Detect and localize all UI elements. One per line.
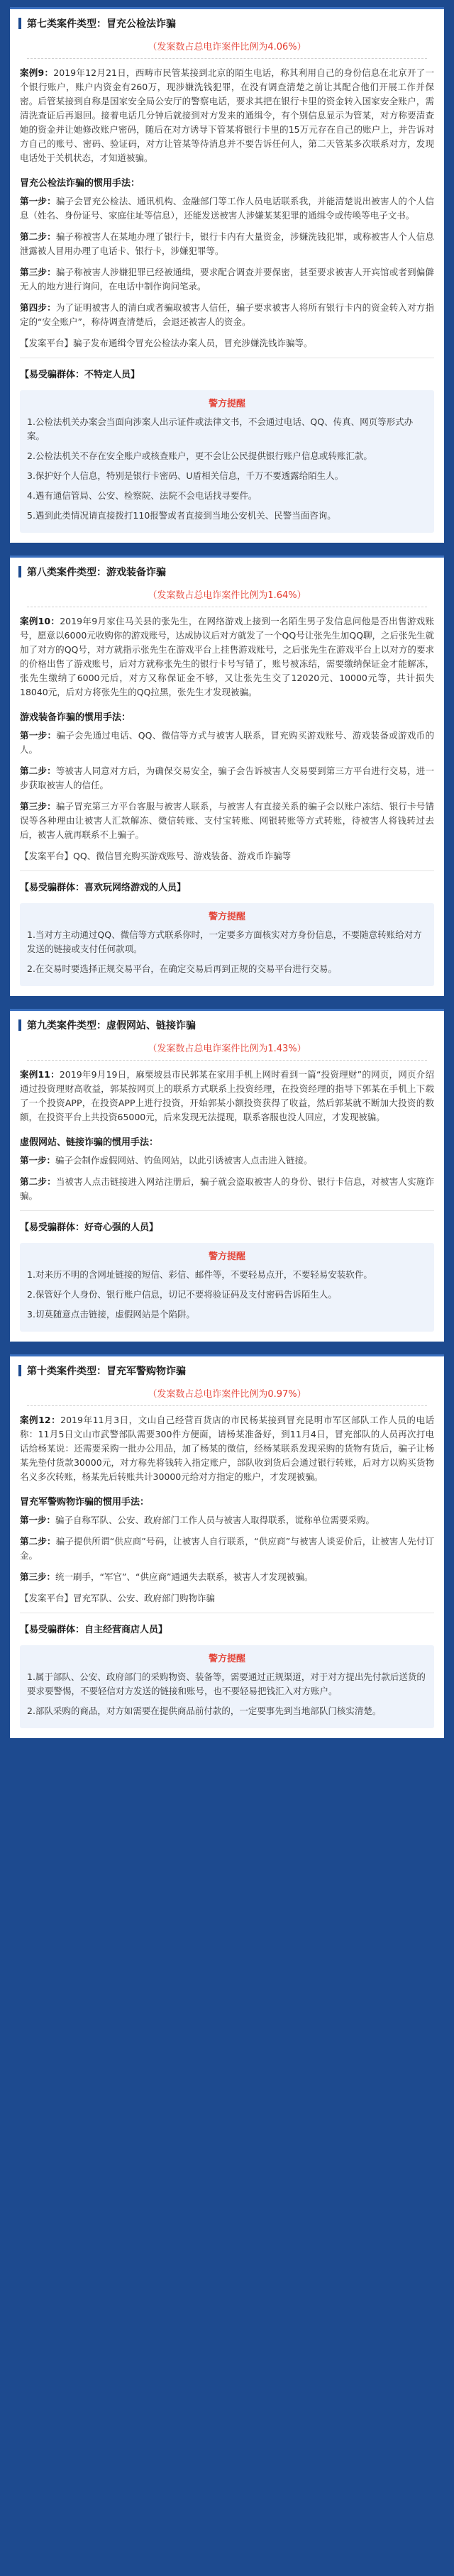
step-label: 第一步： (20, 1515, 56, 1525)
step-label: 第二步： (20, 1536, 56, 1547)
platform-note: 【发案平台】QQ、微信冒充购买游戏账号、游戏装备、游戏币诈骗等 (20, 851, 292, 861)
police-tips (20, 1645, 434, 1728)
method-step (10, 230, 444, 258)
tips-header (27, 909, 427, 922)
tip-item: 3.切莫随意点击链接，虚假网站是个陷阱。 (27, 1309, 195, 1320)
tips-title: 警方提醒 (208, 912, 245, 922)
case-text: 2019年9月19日，麻栗坡县市民郭某在家用手机上网时看到一篇“投资理财”的网页，网页介绍通过投资理财高收益，郭某按网页上的联系方式联系上投资经理，在投资经理的指导下郭某在手机上下载了一个投资APP，在投资APP上进行投资，开始郭某小额投资获得了收益，然后郭某就不断加大投资的数额，在投资平台上共投资65000元，后来发现无法提现，联系客服也没人回应，才发现被骗。 (20, 1069, 434, 1122)
step-label: 第一步： (20, 196, 56, 206)
tip-item: 3.保护好个人信息，特别是银行卡密码、U盾相关信息，千万不要透露给陌生人。 (27, 470, 344, 481)
case-title: 第七类案件类型：冒充公检法诈骗 (27, 18, 176, 30)
method-step (10, 194, 444, 223)
police-tips (20, 390, 434, 533)
step-label: 第一步： (20, 730, 57, 741)
method-step (10, 1175, 444, 1203)
method-title: 虚假网站、链接诈骗的惯用手法： (20, 1137, 159, 1148)
step-text: 骗子会制作虚假网站、钓鱼网站，以此引诱被害人点击进入链接。 (55, 1155, 313, 1166)
tip-item: 2.公检法机关不存在安全账户或核查账户，更不会让公民提供银行账户信息或转账汇款。 (27, 450, 372, 461)
case-header (10, 1356, 444, 1378)
tips-title: 警方提醒 (208, 1251, 245, 1262)
method-step (10, 301, 444, 329)
case-title: 第十类案件类型：冒充军警购物诈骗 (27, 1366, 186, 1377)
divider (20, 1210, 434, 1211)
case-card (10, 1009, 444, 1342)
case-ratio: （发案数占总电诈案件比例为1.64%） (27, 587, 427, 607)
step-label: 第四步： (20, 302, 56, 313)
tip-item: 1.公检法机关办案会当面向涉案人出示证件或法律文书，不会通过电话、QQ、传真、网页等形式办案。 (27, 416, 414, 441)
step-label: 第三步： (20, 1571, 56, 1582)
case-label: 案例11： (20, 1069, 60, 1080)
case-title: 第九类案件类型：虚假网站、链接诈骗 (27, 1020, 196, 1032)
case-title: 第八类案件类型：游戏装备诈骗 (27, 567, 166, 578)
tip-item: 4.遇有通信管局、公安、检察院、法院不会电话找寻要件。 (27, 490, 258, 501)
step-text: 当被害人点击链接进入网站注册后，骗子就会盗取被害人的身份、银行卡信息，对被害人实施诈骗。 (20, 1176, 434, 1201)
vulnerable-group: 【易受骗群体：喜欢玩网络游戏的人员】 (20, 883, 187, 893)
tip-item: 5.遇到此类情况请直接拨打110报警或者直接到当地公安机关、民警当面咨询。 (27, 510, 336, 521)
vulnerable-group: 【易受骗群体：自主经营商店人员】 (20, 1625, 168, 1635)
case-paragraph (10, 614, 444, 700)
step-text: 等被害人同意对方后，为确保交易安全，骗子会告诉被害人交易要到第三方平台进行交易，进一步获取被害人的信任。 (20, 765, 434, 790)
platform-note: 【发案平台】骗子发布通缉令冒充公检法办案人员，冒充涉嫌洗钱诈骗等。 (20, 338, 313, 348)
tip-item: 2.部队采购的商品，对方如需要在提供商品前付款的，一定要事先到当地部队门核实清楚。 (27, 1706, 382, 1716)
method-step (10, 1513, 444, 1527)
tips-header (27, 1249, 427, 1262)
step-text: 骗子称被害人在某地办理了银行卡，银行卡内有大量资金，涉嫌洗钱犯罪，或称被害人个人信息泄露被人冒用办理了电话卡、银行卡，涉嫌犯罪等。 (20, 231, 434, 256)
case-card (10, 7, 444, 543)
tip-item: 2.在交易时要选择正规交易平台，在确定交易后再到正规的交易平台进行交易。 (27, 963, 337, 974)
case-card (10, 1354, 444, 1738)
vulnerable-group: 【易受骗群体：好奇心强的人员】 (20, 1222, 159, 1233)
case-text: 2019年9月家住马关县的张先生，在网络游戏上接到一名陌生男子发信息问他是否出售游戏账号，愿意以6000元收购你的游戏账号，达成协议后对方就发了一个QQ号让张先生加QQ聊，之后张先生就加了对方的QQ号，对方就指示张先生在游戏平台上挂售游戏账号，之后张先生在游戏平台上以对方的要求的价格出售了游戏账号，后对方就称张先生的银行卡号写错了，账号被冻结，需要缴纳保证金才能解冻，张先生缴纳了6000元后，对方又称保证金不够，又让张先生交了12020元、10000元等，共计损失18040元，后对方将张先生的QQ拉黑，张先生才发现被骗。 (20, 616, 434, 697)
case-header (10, 1011, 444, 1032)
step-text: 统一刷手，“军官”、“供应商”通通失去联系，被害人才发现被骗。 (55, 1571, 314, 1582)
case-card (10, 555, 444, 996)
step-label: 第二步： (20, 231, 56, 242)
tips-title: 警方提醒 (208, 1654, 245, 1664)
step-text: 骗子会先通过电话、QQ、微信等方式与被害人联系，冒充购买游戏账号、游戏装备或游戏币的人。 (20, 730, 434, 755)
case-text: 2019年11月3日，文山自己经营百货店的市民杨某接到冒充昆明市军区部队工作人员的电话称：11月5日文山市武警部队需要300件方便面，请杨某准备好，到11月4日，冒充部队的人员再次打电话给杨某说：还需要采购一批办公用品，加了杨某的微信，经杨某联系发现采购的货物有货后，骗子让杨某先垫付货款30000元，对方称先将钱转入指定账户，部队收到货后会通过银行转账，后对方以购买货物名义多次转账，杨某先后转账共计30000元给对方指定的账户，才发现被骗。 (20, 1415, 435, 1482)
title-bar-icon (18, 18, 21, 29)
case-paragraph (10, 66, 444, 165)
tip-item: 2.保管好个人身份、银行账户信息，切记不要将验证码及支付密码告诉陌生人。 (27, 1289, 337, 1300)
step-text: 为了证明被害人的清白或者骗取被害人信任，骗子要求被害人将所有银行卡内的资金转入对方指定的“安全账户”，称待调查清楚后，会退还被害人的资金。 (20, 302, 434, 327)
step-label: 第二步： (20, 1176, 56, 1187)
step-label: 第三步： (20, 801, 56, 812)
method-title: 游戏装备诈骗的惯用手法： (20, 712, 131, 723)
title-bar-icon (18, 566, 21, 577)
step-text: 骗子自称军队、公安、政府部门工作人员与被害人取得联系，谎称单位需要采购。 (55, 1515, 375, 1525)
method-step (10, 1154, 444, 1168)
method-step (10, 265, 444, 294)
method-step (10, 800, 444, 842)
case-header (10, 558, 444, 579)
police-tips (20, 1243, 434, 1332)
step-text: 骗子提供所谓“供应商”号码，让被害人自行联系，“供应商”与被害人谈妥价后，让被害人先付订金。 (20, 1536, 434, 1561)
method-step (10, 1570, 444, 1584)
step-text: 骗子称被害人涉嫌犯罪已经被通缉，要求配合调查并要保密，甚至要求被害人开宾馆或者到偏僻无人的地方进行询问，在电话中制作询问笔录。 (20, 267, 434, 292)
method-title: 冒充军警购物诈骗的惯用手法： (20, 1497, 150, 1508)
police-tips (20, 903, 434, 986)
method-step (10, 764, 444, 792)
case-paragraph (10, 1413, 444, 1484)
step-label: 第二步： (20, 765, 56, 776)
step-label: 第一步： (20, 1155, 56, 1166)
step-label: 第三步： (20, 267, 56, 277)
tip-item: 1.对来历不明的含网址链接的短信、彩信、邮件等，不要轻易点开，不要轻易安装软件。 (27, 1269, 372, 1280)
method-title: 冒充公检法诈骗的惯用手法： (20, 178, 140, 189)
case-label: 案例12： (20, 1415, 61, 1425)
step-text: 骗子会冒充公检法、通讯机构、金融部门等工作人员电话联系我，并能清楚说出被害人的个人信息（姓名、身份证号、家庭住址等信息），还能发送被害人涉嫌某某犯罪的通缉令或传唤等电子文书。 (20, 196, 434, 221)
platform-note: 【发案平台】冒充军队、公安、政府部门购物诈骗 (20, 1593, 216, 1603)
tip-item: 1.属于部队、公安、政府部门的采购物资、装备等，需要通过正规渠道，对于对方提出先付款后送货的要求要警惕，不要轻信对方发送的链接和账号，也不要轻易把钱汇入对方账户。 (27, 1671, 426, 1696)
method-step (10, 1535, 444, 1563)
method-step (10, 729, 444, 757)
case-header (10, 9, 444, 31)
tips-header (27, 1651, 427, 1664)
case-ratio: （发案数占总电诈案件比例为1.43%） (27, 1041, 427, 1061)
tip-item: 1.当对方主动通过QQ、微信等方式联系你时，一定要多方面核实对方身份信息，不要随意转账给对方发送的链接或支付任何款项。 (27, 929, 422, 954)
case-ratio: （发案数占总电诈案件比例为0.97%） (27, 1386, 427, 1406)
vulnerable-group: 【易受骗群体：不特定人员】 (20, 370, 140, 380)
case-label: 案例10： (20, 616, 60, 626)
case-ratio: （发案数占总电诈案件比例为4.06%） (27, 39, 427, 59)
divider (20, 870, 434, 871)
case-text: 2019年12月21日，西畴市民管某接到北京的陌生电话，称其利用自己的身份信息在北京开了一个银行账户，账户内资金有260万，现涉嫌洗钱犯罪，在没有调查清楚之前让其配合他们开展工作并保密。后管某接到自称是国家安全局公安厅的警察电话，要求其把在银行卡里的资金转入国家安全账户，需清洗查证后再退回。接着电话几分钟后就接到对方发来的通缉令，有个别信息显示为管某，对方称要清查她的资金并让她修改账户密码，随后在对方诱导下管某将银行卡里的15万元存在自己的账户上，并告诉对方自己的账号、密码、验证码，对方让管某等待消息并不要告诉任何人，第二天管某多次联系对方，发现电话处于关机状态，才知道被骗。 (20, 67, 435, 163)
title-bar-icon (18, 1019, 21, 1031)
tips-header (27, 396, 427, 409)
step-text: 骗子冒充第三方平台客服与被害人联系，与被害人有直接关系的骗子会以账户冻结、银行卡号错误等各种理由让被害人汇款解冻、微信转账、支付宝转账、网银转账等方式转账，待被害人将钱转过去后，被害人就再联系不上骗子。 (20, 801, 434, 840)
case-label: 案例9： (20, 67, 54, 78)
tips-title: 警方提醒 (208, 399, 245, 409)
case-paragraph (10, 1068, 444, 1124)
title-bar-icon (18, 1365, 21, 1376)
